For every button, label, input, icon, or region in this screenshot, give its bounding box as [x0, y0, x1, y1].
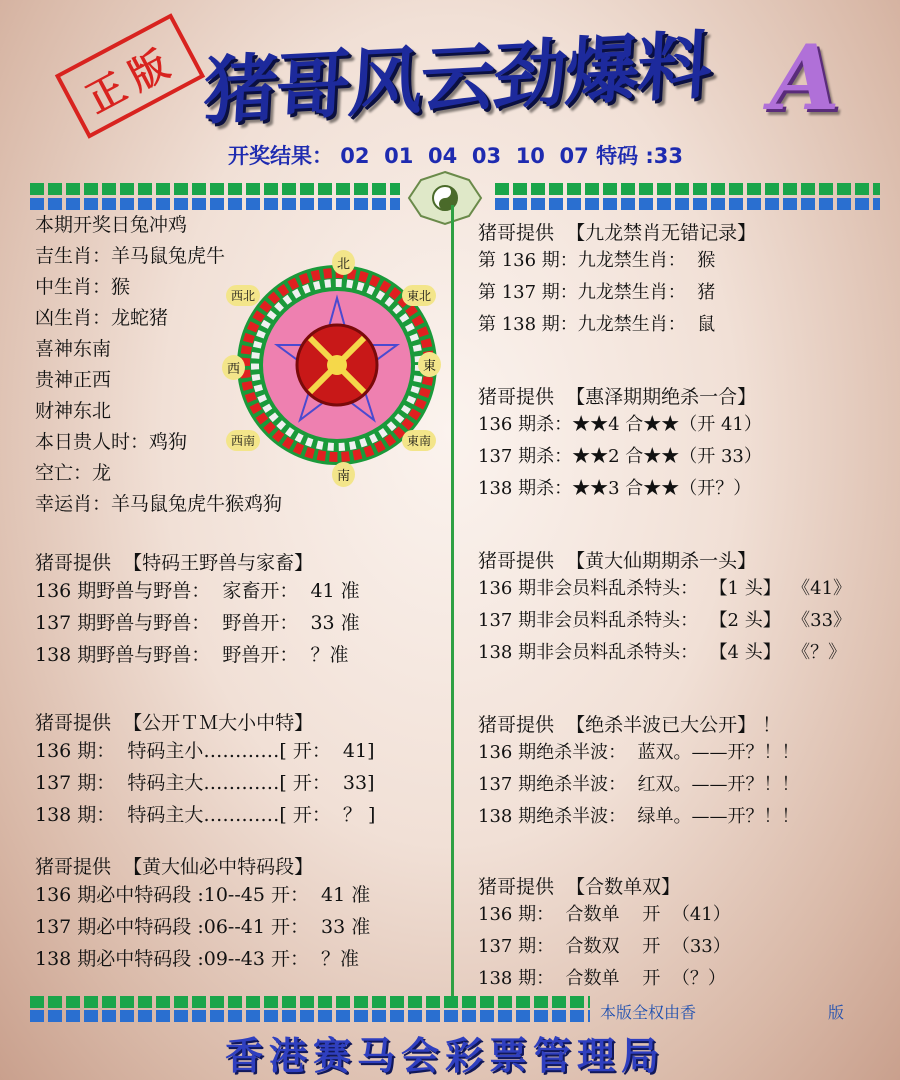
almanac-line: 空亡：龙 — [35, 462, 112, 484]
zhengban-stamp: 正版 — [55, 13, 205, 139]
section-nine-dragons — [478, 218, 756, 341]
bagua-icon — [405, 170, 485, 226]
top-divider-left — [30, 183, 400, 195]
almanac-line: 本期开奖日兔冲鸡 — [35, 214, 188, 236]
section-tm-size — [35, 708, 375, 831]
compass-label-southeast: 東南 — [402, 430, 436, 451]
copyright-note: 本版全权由香 — [600, 1003, 697, 1022]
section-line: 136 期野兽与野兽： 家畜开： 41 准 — [35, 580, 360, 602]
almanac-line: 本日贵人时：鸡狗 — [35, 431, 188, 453]
section-line: 136 期： 特码主小…………[ 开： 41] — [35, 740, 375, 762]
bottom-divider-b — [30, 1010, 590, 1022]
section-title: 猪哥提供 【合数单双】 — [478, 876, 681, 898]
compass-label-northeast: 東北 — [402, 285, 436, 306]
almanac-line: 财神东北 — [35, 400, 112, 422]
section-title: 猪哥提供 【绝杀半波已大公开】 ！ — [478, 714, 782, 736]
draw-result: 开奖结果： 02 01 04 03 10 07 特码 :33 — [228, 144, 684, 168]
section-odd-even-sum — [478, 872, 731, 995]
section-title: 猪哥提供 【惠泽期期绝杀一合】 — [478, 386, 757, 408]
almanac-line: 中生肖：猴 — [35, 276, 131, 298]
section-line: 138 期绝杀半波： 绿单。——开？！！ — [478, 806, 800, 827]
section-line: 136 期杀：★★4 合★★（开 41） — [478, 414, 762, 435]
section-line: 138 期杀：★★3 合★★（开？） — [478, 478, 752, 499]
section-line: 138 期非会员料乱杀特头： 【4 头】 《？》 — [478, 642, 847, 663]
section-title: 猪哥提供 【九龙禁肖无错记录】 — [478, 222, 757, 244]
section-line: 138 期必中特码段 :09--43 开： ？准 — [35, 948, 360, 970]
section-line: 138 期： 合数单 开 （？） — [478, 968, 726, 989]
section-line: 138 期野兽与野兽： 野兽开： ？准 — [35, 644, 349, 666]
compass-label-south: 南 — [332, 462, 355, 487]
section-title: 猪哥提供 【特码王野兽与家畜】 — [35, 552, 314, 574]
section-line: 第 137 期：九龙禁生肖： 猪 — [478, 282, 716, 303]
compass-label-west: 西 — [222, 355, 245, 380]
section-line: 137 期杀：★★2 合★★（开 33） — [478, 446, 762, 467]
section-line: 第 136 期：九龙禁生肖： 猴 — [478, 250, 716, 271]
section-half-wave — [478, 710, 800, 833]
section-line: 137 期： 特码主大…………[ 开： 33] — [35, 772, 375, 794]
edition-letter: A — [770, 25, 840, 131]
section-line: 136 期非会员料乱杀特头： 【1 头】 《41》 — [478, 578, 852, 599]
top-divider-left-b — [30, 198, 400, 210]
section-title: 猪哥提供 【公开ＴＭ大小中特】 — [35, 712, 314, 734]
section-line: 137 期野兽与野兽： 野兽开： 33 准 — [35, 612, 360, 634]
section-line: 136 期绝杀半波： 蓝双。——开？！！ — [478, 742, 800, 763]
almanac-line: 凶生肖：龙蛇猪 — [35, 307, 169, 329]
compass-label-east: 東 — [418, 352, 441, 377]
page-title: 猪哥风云劲爆料 — [201, 22, 712, 136]
compass-label-north: 北 — [332, 250, 355, 275]
section-kill-combo — [478, 382, 762, 505]
section-line: 136 期： 合数单 开 （41） — [478, 904, 731, 925]
compass-label-southwest: 西南 — [226, 430, 260, 451]
almanac-line: 幸运肖：羊马鼠兔虎牛猴鸡狗 — [35, 493, 283, 515]
section-line: 第 138 期：九龙禁生肖： 鼠 — [478, 314, 716, 335]
section-kill-head — [478, 546, 851, 669]
section-wild-vs-domestic — [35, 548, 360, 671]
publisher-name: 香港赛马会彩票管理局 — [225, 1034, 666, 1078]
top-divider-right-b — [495, 198, 880, 210]
bottom-divider — [30, 996, 590, 1008]
section-line: 137 期： 合数双 开 （33） — [478, 936, 731, 957]
almanac-line: 喜神东南 — [35, 338, 112, 360]
section-line: 137 期绝杀半波： 红双。——开？！！ — [478, 774, 800, 795]
section-special-range — [35, 852, 370, 975]
section-title: 猪哥提供 【黄大仙必中特码段】 — [35, 856, 314, 878]
section-line: 137 期非会员料乱杀特头： 【2 头】 《33》 — [478, 610, 852, 631]
top-divider-right — [495, 183, 880, 195]
section-line: 137 期必中特码段 :06--41 开： 33 准 — [35, 916, 371, 938]
almanac-line: 贵神正西 — [35, 369, 112, 391]
section-title: 猪哥提供 【黄大仙期期杀一头】 — [478, 550, 757, 572]
compass-label-northwest: 西北 — [226, 285, 260, 306]
copyright-tail: 版 — [828, 1003, 845, 1022]
section-line: 136 期必中特码段 :10--45 开： 41 准 — [35, 884, 371, 906]
section-line: 138 期： 特码主大…………[ 开： ？ ] — [35, 804, 376, 826]
almanac-line: 吉生肖：羊马鼠兔虎牛 — [35, 245, 226, 267]
